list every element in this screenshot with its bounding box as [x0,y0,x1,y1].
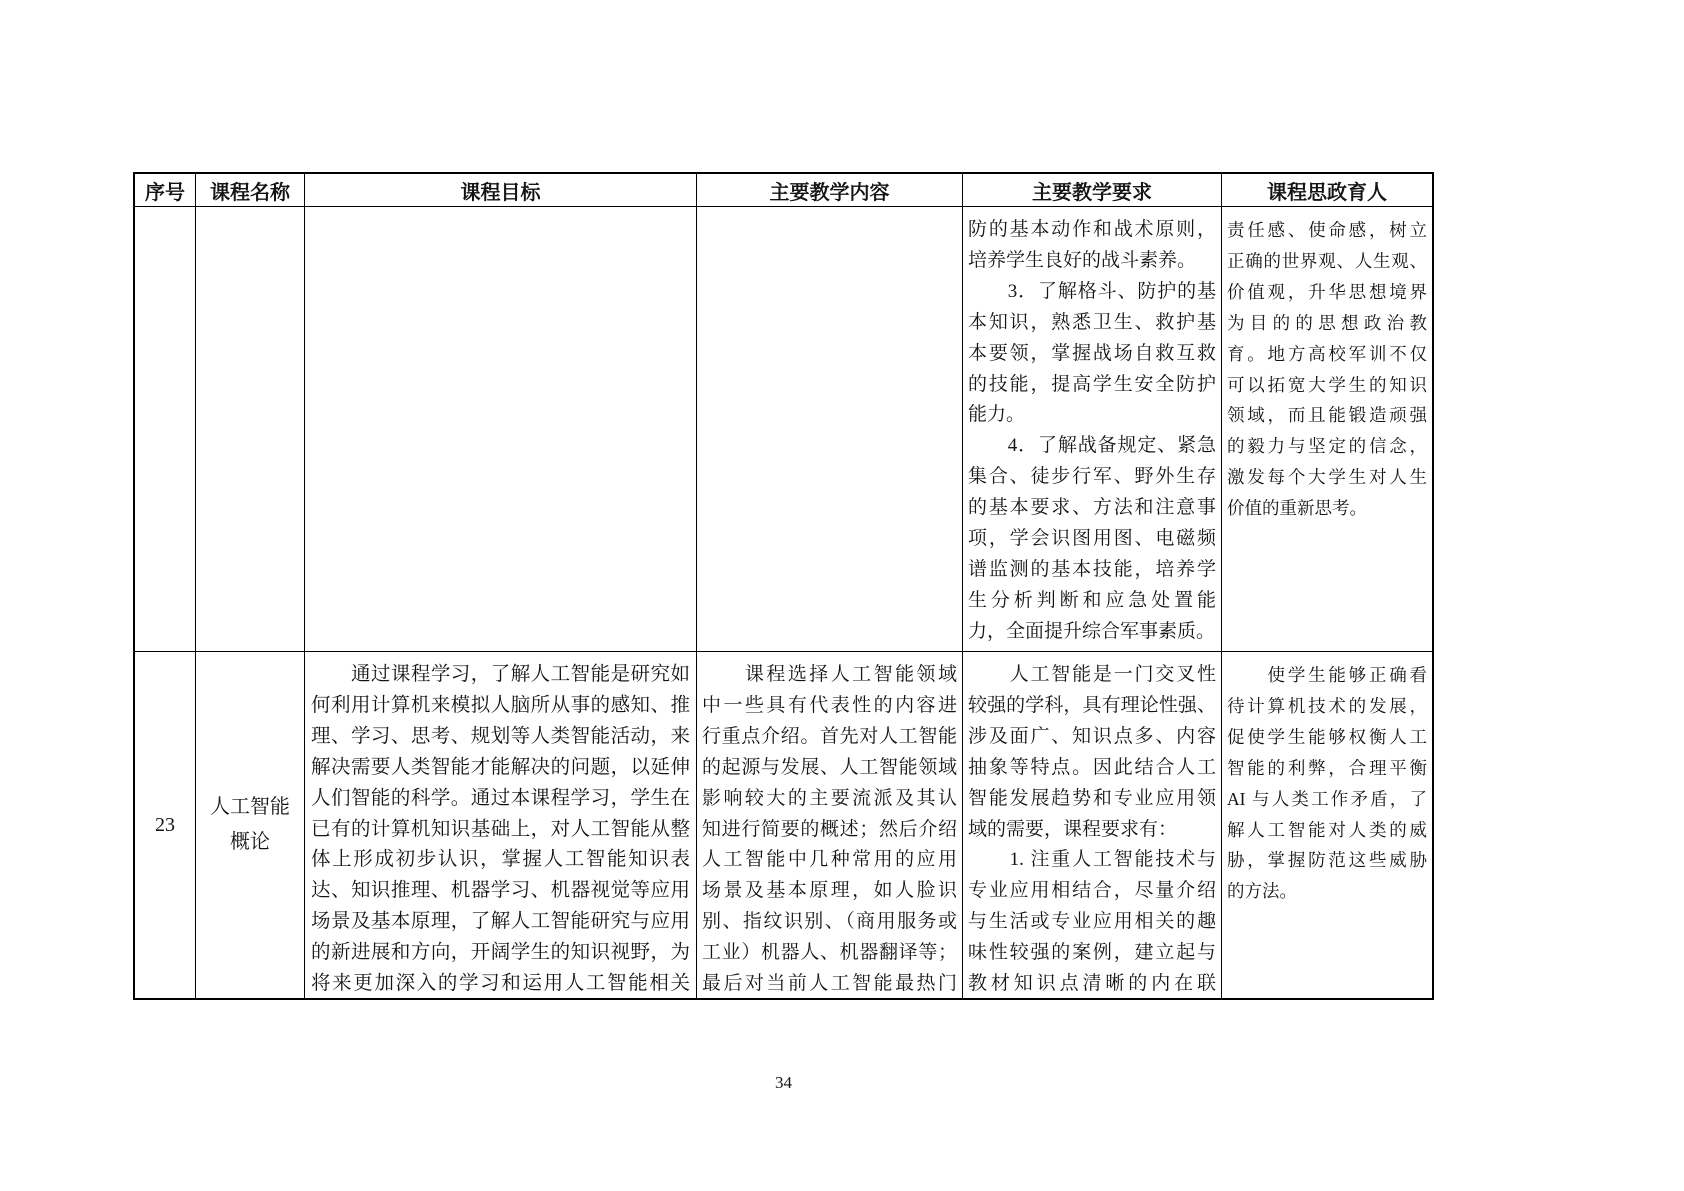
text-line: 促使学生能够权衡人工 [1227,726,1427,747]
text-line: 人工智能 [210,796,290,818]
text-line: AI 与人类工作矛盾，了 [1227,788,1427,809]
text-line: 域的需要，课程要求有： [968,818,1178,840]
cell-seq [135,207,196,651]
text-line: 的新进展和方向，开阔学生的知识视野，为 [311,942,690,964]
course-table [133,172,1434,1000]
cell-objectives [305,652,697,998]
text-line: 何利用计算机来模拟人脑所从事的感知、推 [311,694,690,716]
text-line: 的起源与发展、人工智能领域 [702,756,957,778]
text-line: 场景及基本原理，了解人工智能研究与应用 [311,911,690,933]
text-line: 的方法。 [1227,881,1297,902]
table-row-continuation [135,207,1432,652]
text-line: 达、知识推理、机器学习、机器视觉等应用 [311,880,690,902]
text-line: 通过课程学习，了解人工智能是研究如 [311,664,690,685]
cell-teaching-content [697,652,963,998]
col-header-course-name: 课程名称 [196,174,305,206]
text-line: 项，学会识图用图、电磁频 [968,528,1216,550]
cell-seq: 23 [135,652,196,998]
page-number: 34 [775,1073,792,1092]
text-line: 别、指纹识别、（商用服务或 [702,911,957,933]
text-line: 人工智能中几种常用的应用 [702,849,957,871]
text-line: 将来更加深入的学习和运用人工智能相关 [311,973,690,995]
text-line: 工业）机器人、机器翻译等； [702,942,957,964]
text-line: 谱监测的基本技能，培养学 [968,558,1216,580]
text-line: 人工智能是一门交叉性 [968,664,1216,685]
text-line: 价值观，升华思想境界 [1227,281,1427,302]
text-line: 较强的学科，具有理论性强、 [968,694,1216,716]
text-line: 正确的世界观、人生观、 [1227,250,1427,271]
text-line: 体上形成初步认识，掌握人工智能知识表 [311,849,690,871]
cell-teaching-requirements [963,207,1222,651]
text-line: 已有的计算机知识基础上，对人工智能从整 [311,818,690,840]
cell-ideology [1222,207,1432,651]
table-row-23 [135,652,1432,998]
text-line: 人们智能的科学。通过本课程学习，学生在 [311,787,690,809]
col-header-teaching-requirements: 主要教学要求 [963,174,1222,206]
text-line: 待计算机技术的发展， [1227,695,1427,716]
text-line: 的基本要求、方法和注意事 [968,497,1216,519]
text-line: 集合、徒步行军、野外生存 [968,466,1216,488]
text-line: 行重点介绍。首先对人工智能 [702,725,957,747]
cell-teaching-content [697,207,963,651]
text-line: 领域，而且能锻造顽强 [1227,405,1427,426]
text-line: 胁，掌握防范这些威胁 [1227,850,1427,871]
table-header-row [135,174,1432,207]
cell-teaching-requirements [963,652,1222,998]
text-line: 智能发展趋势和专业应用领 [968,787,1216,809]
text-line: 价值的重新思考。 [1227,498,1367,519]
text-line: 1. 注重人工智能技术与 [968,849,1216,871]
cell-objectives [305,207,697,651]
text-line: 解决需要人类智能才能解决的问题，以延伸 [311,756,690,778]
col-header-objectives: 课程目标 [305,174,697,206]
text-line: 使学生能够正确看 [1227,665,1427,685]
text-line: 生分析判断和应急处置能 [968,589,1216,611]
text-line: 概论 [230,831,270,853]
text-line: 涉及面广、知识点多、内容 [968,725,1216,747]
text-line: 的技能，提高学生安全防护 [968,373,1216,395]
col-header-teaching-content: 主要教学内容 [697,174,963,206]
text-line: 理、学习、思考、规划等人类智能活动，来 [311,725,690,747]
text-line: 中一些具有代表性的内容进 [702,694,957,716]
text-line: 智能的利弊，合理平衡 [1227,757,1427,778]
text-line: 可以拓宽大学生的知识 [1227,374,1427,395]
cell-ideology [1222,652,1432,998]
text-line: 解人工智能对人类的威 [1227,819,1427,840]
text-line: 影响较大的主要流派及其认 [702,787,957,809]
text-line: 最后对当前人工智能最热门 [702,973,957,995]
text-line: 课程选择人工智能领域 [702,664,957,685]
text-line: 激发每个大学生对人生 [1227,467,1427,488]
text-line: 3．了解格斗、防护的基 [968,280,1216,302]
text-line: 抽象等特点。因此结合人工 [968,756,1216,778]
text-line: 本知识，熟悉卫生、救护基 [968,311,1216,333]
text-line: 力，全面提升综合军事素质。 [968,620,1216,642]
cell-course-name [196,207,305,651]
text-line: 味性较强的案例，建立起与 [968,942,1216,964]
col-header-seq: 序号 [135,174,196,206]
text-line: 培养学生良好的战斗素养。 [968,249,1197,271]
text-line: 的毅力与坚定的信念， [1227,436,1427,457]
cell-course-name [196,652,305,998]
text-line: 责任感、使命感，树立 [1227,220,1427,240]
text-line: 专业应用相结合，尽量介绍 [968,880,1216,902]
text-line: 与生活或专业应用相关的趣 [968,911,1216,933]
text-line: 育。地方高校军训不仅 [1227,343,1427,364]
text-line: 本要领，掌握战场自救互救 [968,342,1216,364]
text-line: 场景及基本原理，如人脸识 [702,880,957,902]
col-header-ideology: 课程思政育人 [1267,181,1387,204]
text-line: 4．了解战备规定、紧急 [968,435,1216,457]
text-line: 知进行简要的概述；然后介绍 [702,818,957,840]
text-line: 防的基本动作和战术原则， [968,219,1216,240]
text-line: 教材知识点清晰的内在联 [968,973,1216,995]
text-line: 为目的的思想政治教 [1227,312,1427,333]
text-line: 能力。 [968,404,1026,426]
